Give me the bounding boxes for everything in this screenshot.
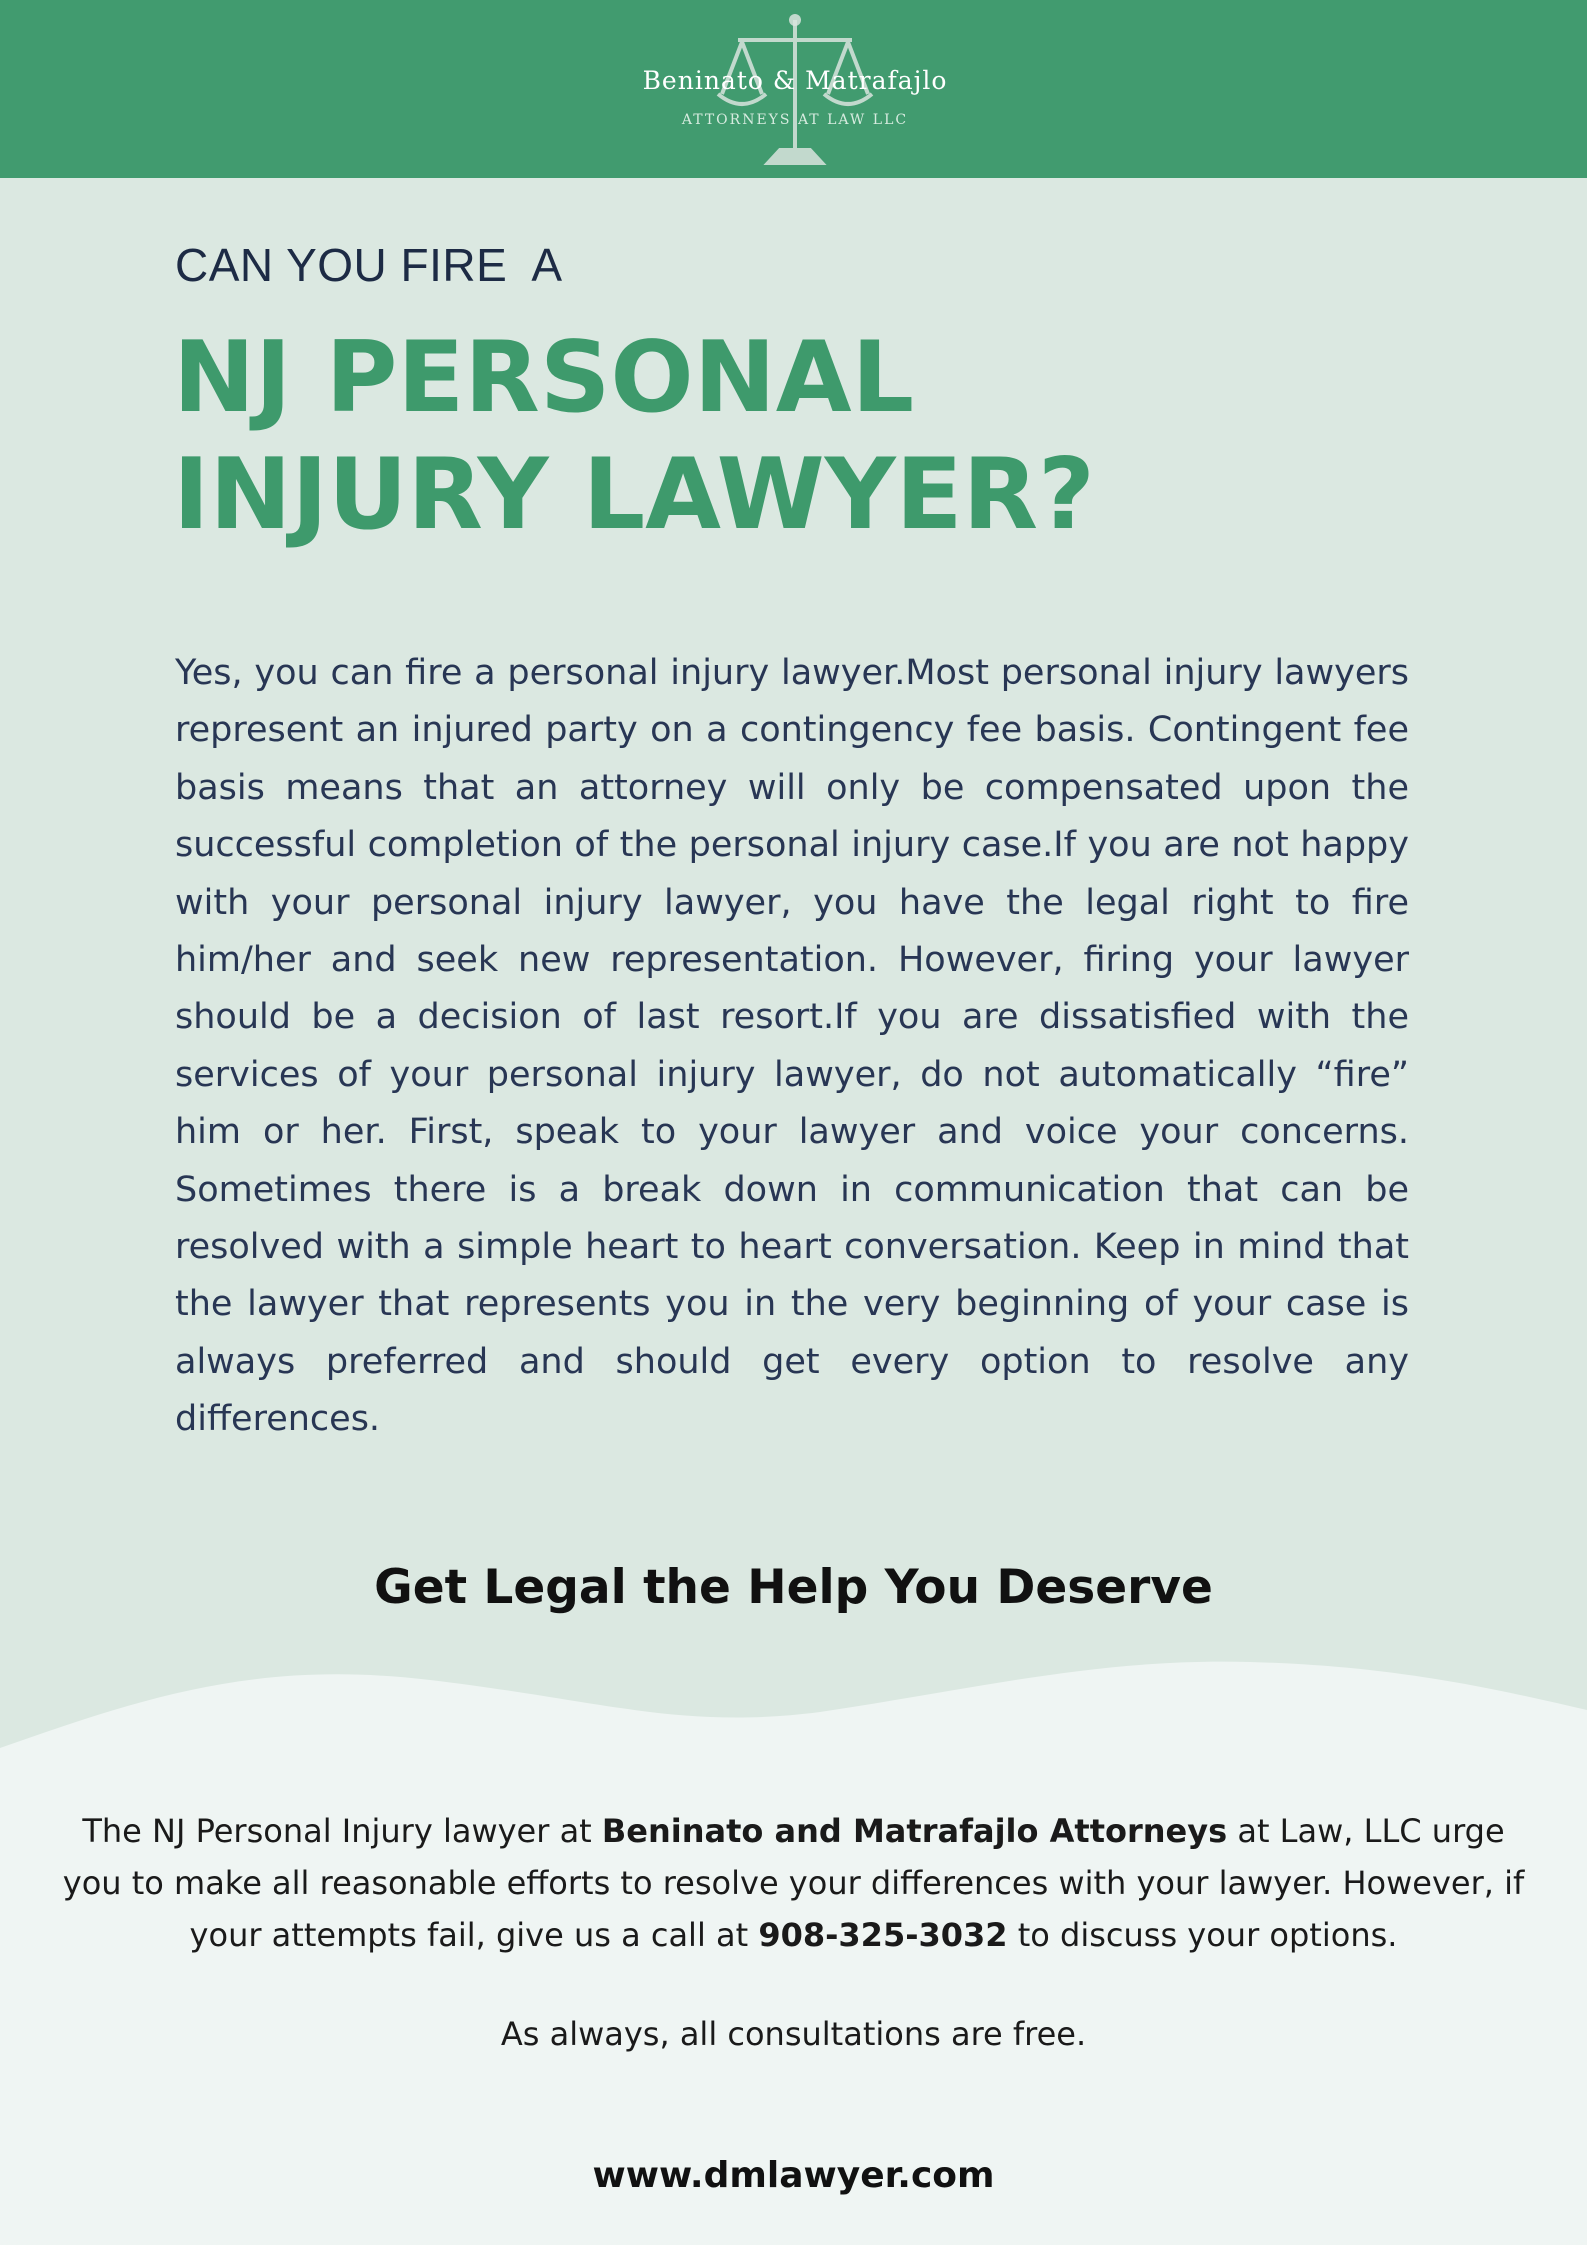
consultation-note: As always, all consultations are free. — [500, 2015, 1087, 2053]
footer-text-part-2: at Law, LLC urge you to make all reasonable efforts to resolve your differences with your lawyer. However, if your attempts fail, give us a call at — [62, 1812, 1525, 1954]
firm-name: Beninato and Matrafajlo Attorneys — [601, 1812, 1228, 1850]
firm-logo[interactable] — [560, 8, 1030, 173]
logo-tagline: ATTORNEYS AT LAW LLC — [681, 112, 909, 128]
cta-heading: Get Legal the Help You Deserve — [374, 1560, 1213, 1615]
header-banner — [0, 0, 1587, 178]
article-body: Yes, you can fire a personal injury lawyer.Most personal injury lawyers represent an injured party on a contingency fee basis. Contingent fee basis means that an attorney will only be compensated upon the successful completion of the personal injury case.If you are not happy with your personal injury lawyer, you have the legal right to fire him/her and seek new representation. However, firing your lawyer should be a decision of last resort.If you are dissatisfied with the services of your personal injury lawyer, do not automatically “fire” him or her. First, speak to your lawyer and voice your concerns. Sometimes there is a break down in communication that can be resolved with a simple heart to heart conversation. Keep in mind that the lawyer that represents you in the very beginning of your case is always preferred and should get every option to resolve any differences. — [175, 653, 1409, 1440]
page-title-line-1: NJ PERSONAL — [173, 321, 915, 435]
headline-kicker: CAN YOU FIRE A — [175, 239, 563, 291]
phone-number[interactable]: 908-325-3032 — [758, 1916, 1008, 1954]
footer-message — [50, 1805, 1537, 1961]
page-title — [173, 320, 1423, 554]
footer-text-part-1: The NJ Personal Injury lawyer at — [82, 1812, 602, 1850]
website-link[interactable]: www.dmlawyer.com — [592, 2155, 995, 2196]
logo-firm-name: Beninato & Matrafajlo — [642, 66, 948, 95]
footer-text-part-3: to discuss your options. — [1007, 1916, 1398, 1954]
page-title-line-2: INJURY LAWYER? — [173, 438, 1095, 552]
